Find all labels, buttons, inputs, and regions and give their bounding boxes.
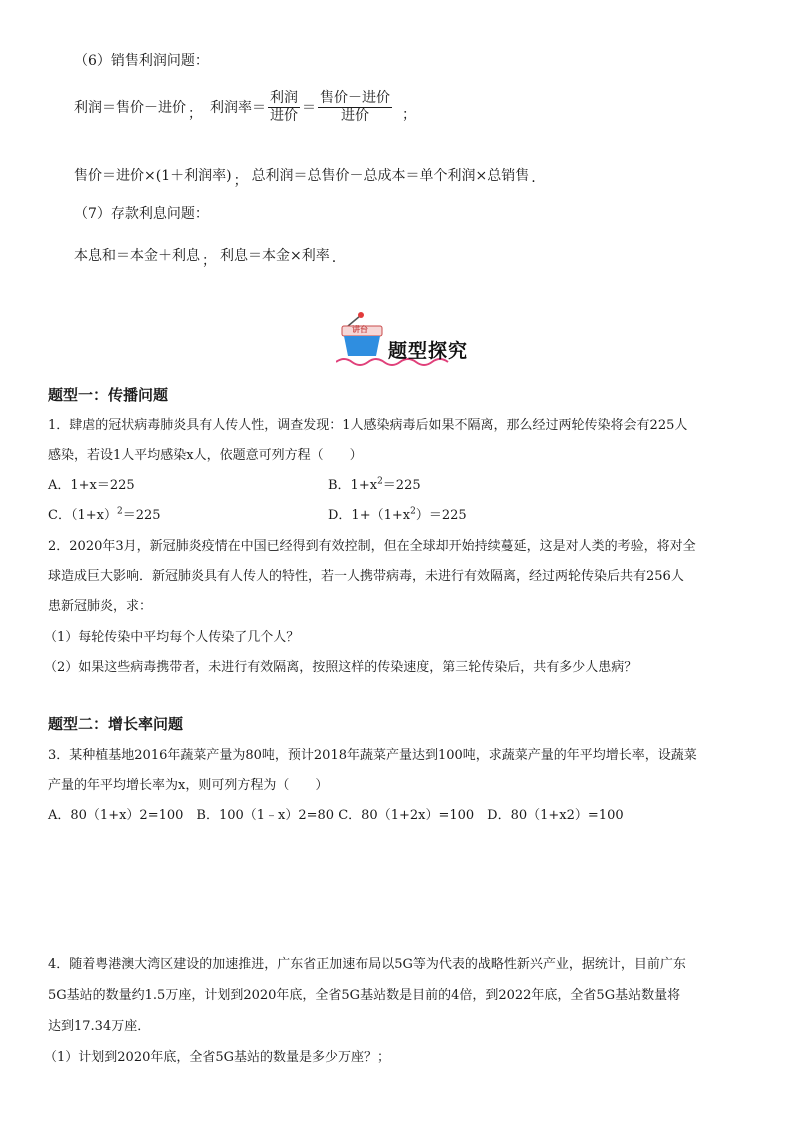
fraction-profit-over-cost	[268, 90, 300, 123]
option-text: ＝225	[382, 478, 421, 493]
q2-subquestion-2: （2）如果这些病毒携带者，未进行有效隔离，按照这样的传染速度，第三轮传染后，共有多少人患病？	[44, 660, 638, 675]
superscript: 2	[116, 506, 123, 517]
equals-sign: ＝	[302, 100, 316, 116]
option-text: B．1+x	[328, 478, 378, 493]
period: .	[531, 170, 536, 186]
q1-option-d	[328, 504, 467, 523]
profit-equation: 利润＝售价－进价	[74, 100, 186, 116]
q1-text-line1: 1．肆虐的冠状病毒肺炎具有人传人性，调查发现：1人感染病毒后如果不隔离，那么经过两轮传染将会有225人	[48, 418, 688, 433]
q1-option-b	[328, 474, 421, 493]
banner-badge: 讲台	[352, 324, 368, 334]
section-banner	[336, 308, 469, 372]
fraction-numerator: 售价－进价	[320, 90, 390, 107]
option-text: D．1+（1+x	[328, 508, 411, 523]
interest-equation: 利息＝本金×利率	[220, 248, 330, 264]
option-text: ＝225	[122, 508, 161, 523]
total-profit-equation: 总利润＝总售价－总成本＝单个利润×总销售	[251, 168, 530, 184]
q1-option-c	[48, 504, 161, 523]
profit-formula-row	[74, 90, 416, 124]
separator: ；	[402, 107, 416, 123]
period: .	[331, 250, 337, 266]
q4-subquestion-1: （1）计划到2020年底，全省5G基站的数量是多少万座？；	[44, 1050, 391, 1065]
section-6-heading: （6）销售利润问题：	[74, 53, 209, 69]
option-text: ）＝225	[415, 508, 467, 523]
fraction-denominator: 进价	[341, 107, 369, 124]
principal-interest-equation: 本息和＝本金＋利息	[74, 248, 200, 264]
topic2-heading: 题型二：增长率问题	[48, 715, 184, 733]
section-7-heading: （7）存款利息问题：	[74, 206, 209, 222]
q2-text-line1: 2．2020年3月，新冠肺炎疫情在中国已经得到有效控制，但在全球却开始持续蔓延，这是对人类的考验，将对全	[48, 539, 696, 554]
profit-rate-label: 利润率＝	[210, 100, 266, 116]
q1-option-a: A．1+x＝225	[48, 478, 135, 493]
q3-text-line1: 3．某种植基地2016年蔬菜产量为80吨，预计2018年蔬菜产量达到100吨，求蔬菜产量的年平均增长率，设蔬菜	[48, 748, 697, 763]
fraction-denominator: 进价	[270, 107, 298, 124]
price-equation: 售价＝进价×(1＋利润率)	[74, 168, 232, 184]
q4-text-line1: 4．随着粤港澳大湾区建设的加速推进，广东省正加速布局以5G等为代表的战略性新兴产业，据统计，目前广东	[48, 957, 686, 972]
separator: ；	[202, 253, 216, 269]
fraction-margin-over-cost	[318, 90, 392, 123]
q4-text-line2: 5G基站的数量约1.5万座，计划到2020年底，全省5G基站数是目前的4倍，到2022年底，全省5G基站数量将	[48, 988, 681, 1003]
q3-options: A．80（1+x）2=100 B．100（1﹣x）2=80 C．80（1+2x）=100 D．80（1+x2）=100	[48, 808, 624, 823]
separator: ；	[188, 106, 202, 122]
superscript: 2	[377, 476, 383, 487]
superscript: 2	[410, 506, 416, 517]
option-text: C．（1+x）	[48, 508, 117, 523]
q2-subquestion-1: （1）每轮传染中平均每个人传染了几个人？	[44, 630, 300, 645]
q2-text-line2: 球造成巨大影响．新冠肺炎具有人传人的特性，若一人携带病毒，未进行有效隔离，经过两轮传染后共有256人	[48, 569, 684, 584]
banner-title: 题型探究	[388, 340, 469, 362]
interest-formula-row	[74, 240, 336, 270]
price-formula-row	[74, 160, 536, 190]
topic1-heading: 题型一：传播问题	[48, 386, 169, 404]
separator: ；	[233, 173, 248, 189]
q4-text-line3: 达到17.34万座．	[48, 1019, 151, 1034]
q3-text-line2: 产量的年平均增长率为x，则可列方程为（ ）	[48, 778, 329, 793]
q2-text-line3: 患新冠肺炎，求：	[48, 599, 153, 614]
fraction-numerator: 利润	[270, 90, 298, 107]
q1-text-line2: 感染，若设1人平均感染x人，依题意可列方程（ ）	[48, 448, 363, 463]
